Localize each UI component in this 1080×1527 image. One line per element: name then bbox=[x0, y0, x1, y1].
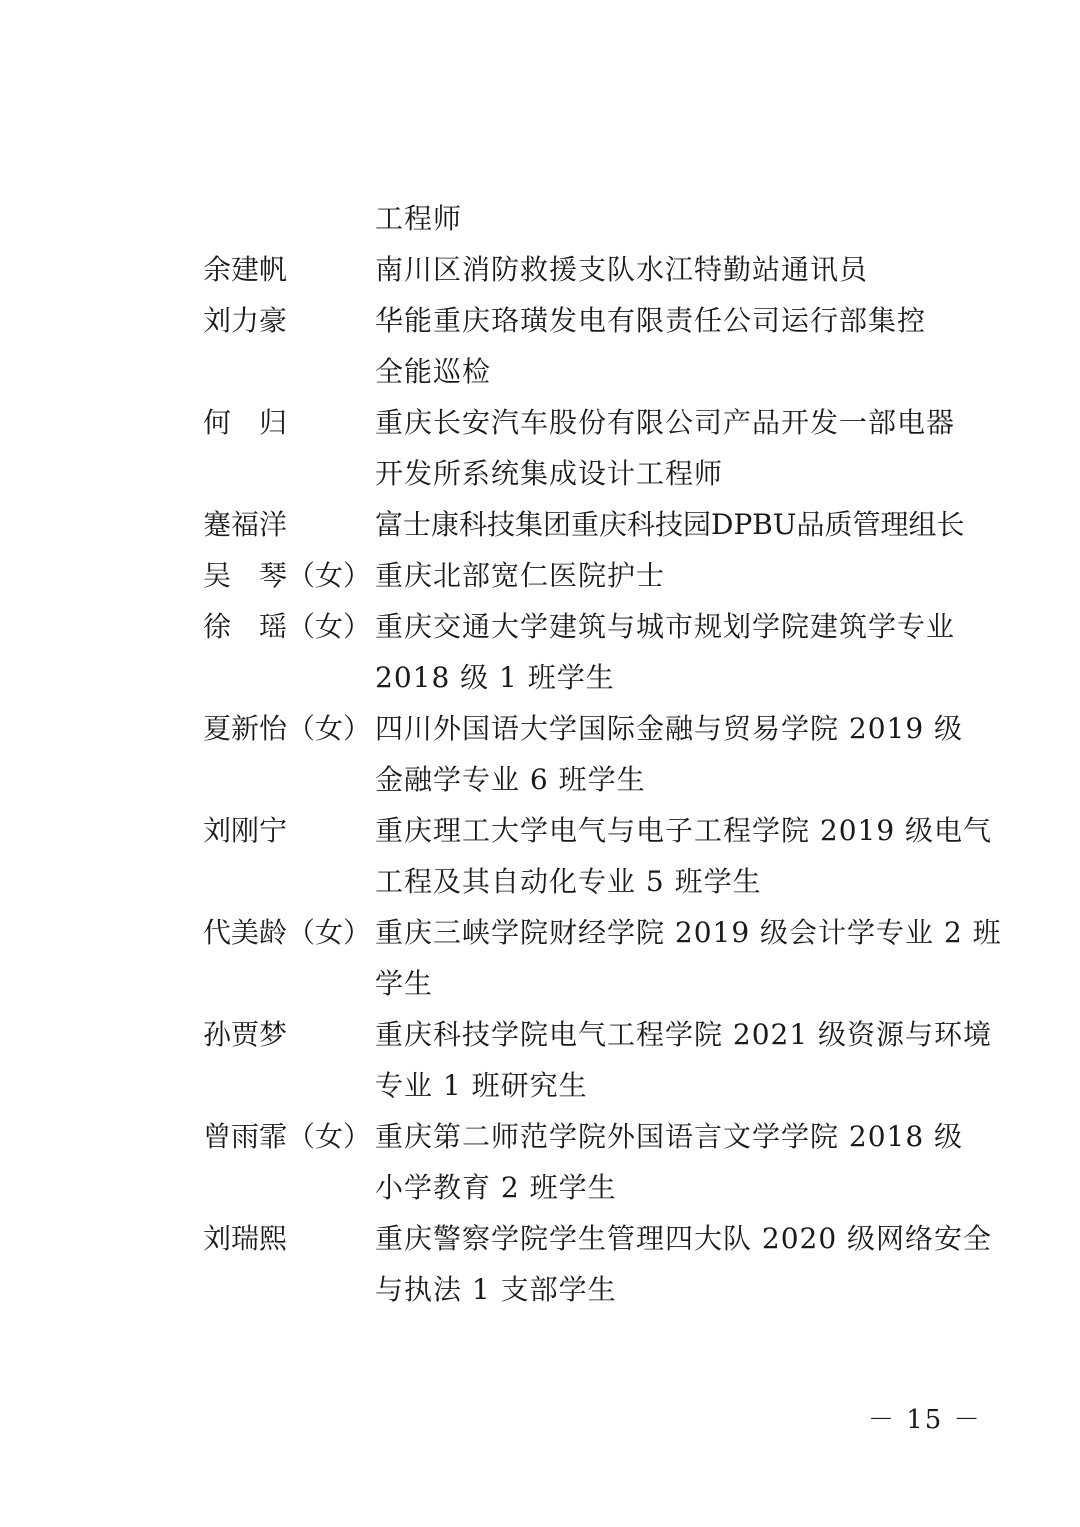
entry-name: 夏新怡（女） bbox=[203, 712, 372, 745]
entry-desc: 华能重庆珞璜发电有限责任公司运行部集控 bbox=[375, 304, 927, 337]
entry-desc-continuation: 工程师 bbox=[375, 202, 463, 235]
entry-desc: 重庆科技学院电气工程学院 2021 级资源与环境 bbox=[375, 1018, 993, 1051]
entry-desc-continuation: 开发所系统集成设计工程师 bbox=[375, 457, 724, 490]
entry-desc-continuation: 专业 1 班研究生 bbox=[375, 1069, 588, 1102]
entry-name: 蹇福洋 bbox=[203, 508, 288, 541]
entry-name: 曾雨霏（女） bbox=[203, 1120, 372, 1153]
entry-desc-continuation: 小学教育 2 班学生 bbox=[375, 1171, 617, 1204]
entry-name: 余建帆 bbox=[203, 253, 288, 286]
entry-name: 刘刚宁 bbox=[203, 814, 288, 847]
entry-desc: 四川外国语大学国际金融与贸易学院 2019 级 bbox=[375, 712, 964, 745]
entry-desc-continuation: 金融学专业 6 班学生 bbox=[375, 763, 646, 796]
entry-name: 孙贾梦 bbox=[203, 1018, 288, 1051]
entry-desc: 富士康科技集团重庆科技园DPBU品质管理组长 bbox=[375, 508, 965, 541]
entry-name: 何 归 bbox=[203, 406, 288, 439]
page-number: － 15 － bbox=[868, 1405, 982, 1435]
entry-desc: 重庆北部宽仁医院护士 bbox=[375, 559, 666, 592]
entry-desc: 南川区消防救援支队水江特勤站通讯员 bbox=[375, 253, 869, 286]
entry-desc: 重庆理工大学电气与电子工程学院 2019 级电气 bbox=[375, 814, 993, 847]
entry-name: 刘力豪 bbox=[203, 304, 288, 337]
entry-desc-continuation: 学生 bbox=[375, 967, 434, 1000]
entry-desc: 重庆第二师范学院外国语言文学学院 2018 级 bbox=[375, 1120, 964, 1153]
entry-name: 徐 瑶（女） bbox=[203, 610, 372, 643]
entry-desc-continuation: 2018 级 1 班学生 bbox=[375, 661, 615, 694]
entry-desc-continuation: 全能巡检 bbox=[375, 355, 492, 388]
entry-name: 吴 琴（女） bbox=[203, 559, 372, 592]
entry-name: 代美龄（女） bbox=[203, 916, 372, 949]
entry-desc: 重庆警察学院学生管理四大队 2020 级网络安全 bbox=[375, 1222, 993, 1255]
entry-desc: 重庆交通大学建筑与城市规划学院建筑学专业 bbox=[375, 610, 956, 643]
entry-desc: 重庆三峡学院财经学院 2019 级会计学专业 2 班 bbox=[375, 916, 1002, 949]
entry-desc-continuation: 工程及其自动化专业 5 班学生 bbox=[375, 865, 762, 898]
entry-desc-continuation: 与执法 1 支部学生 bbox=[375, 1273, 617, 1306]
entry-desc: 重庆长安汽车股份有限公司产品开发一部电器 bbox=[375, 406, 956, 439]
entry-name: 刘瑞熙 bbox=[203, 1222, 288, 1255]
